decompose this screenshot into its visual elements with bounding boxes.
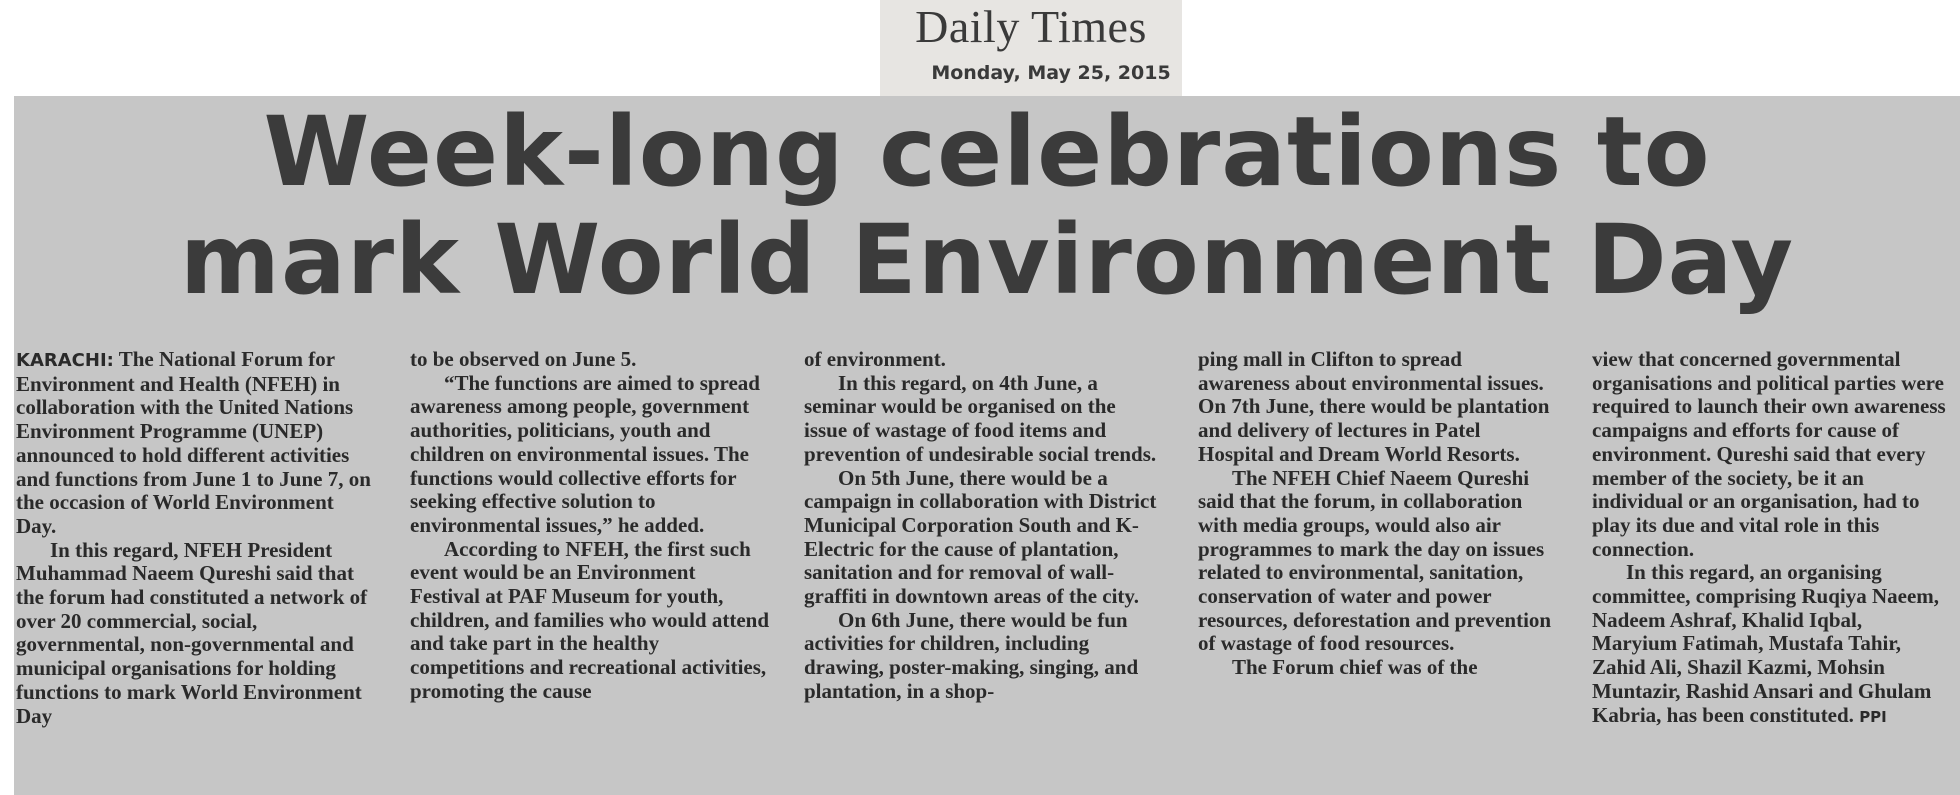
article-body: [14, 348, 1960, 793]
paragraph: of environment.: [804, 347, 946, 371]
article-column-5: [1592, 348, 1952, 729]
article-column-2: [410, 348, 770, 704]
paragraph: On 6th June, there would be fun activities for children, including drawing, poster-making, singing, and plantation, in a shop-: [804, 607, 1139, 703]
paragraph: In this regard, NFEH President Muhammad Naeem Qureshi said that the forum had constituted a network of over 20 commercial, social, governmental, non-governmental and municipal organisations for holding functions to mark World Environment Day: [16, 537, 368, 728]
article-column-3: [804, 348, 1164, 704]
paragraph: The Forum chief was of the: [1232, 655, 1478, 680]
paragraph: The NFEH Chief Naeem Qureshi said that the forum, in collaboration with media groups, would also air programmes to mark the day on issues related to environmental, sanitation, conservation of water and power resources, deforestation and prevention of wastage of food resources.: [1198, 465, 1552, 656]
headline-line-1: Week-long celebrations to: [263, 96, 1711, 208]
newspaper-name: Daily Times: [915, 1, 1147, 52]
masthead: [880, 0, 1182, 96]
paragraph: According to NFEH, the first such event would be an Environment Festival at PAF Museum for youth, children, and families who would attend and take part in the healthy competitions and recreational activities, promoting the cause: [410, 536, 769, 703]
dateline: KARACHI:: [16, 350, 114, 371]
paragraph: “The functions are aimed to spread awareness among people, government authorities, politicians, youth and children on environmental issues. The functions would collective efforts for seeking effective solution to environmental issues,” he added.: [410, 370, 760, 537]
paragraph: to be observed on June 5.: [410, 347, 637, 371]
paragraph-text: The National Forum for Environment and Health (NFEH) in collaboration with the United Nations Environment Programme (UNEP) announced to hold different activities and functions from June 1 to June 7, on the occasion of World Environment Day.: [16, 347, 371, 538]
paragraph: ping mall in Clifton to spread awareness about environmental issues. On 7th June, there would be plantation and delivery of lectures in Patel Hospital and Dream World Resorts.: [1198, 347, 1550, 466]
publication-date: Monday, May 25, 2015: [931, 62, 1171, 84]
article-column-1: [16, 348, 376, 728]
lead-paragraph: [16, 348, 376, 539]
closing-paragraph: [1592, 561, 1952, 729]
headline-line-2: mark World Environment Day: [179, 204, 1795, 316]
paragraph: In this regard, on 4th June, a seminar would be organised on the issue of wastage of food items and prevention of undesirable social trends.: [804, 370, 1157, 466]
paragraph-text: In this regard, an organising committee, comprising Ruqiya Naeem, Nadeem Ashraf, Khalid Iqbal, Maryium Fatimah, Mustafa Tahir, Zahid Ali, Shazil Kazmi, Mohsin Muntazir, Rashid Ansari and Ghulam Kabria, has been constituted.: [1592, 560, 1940, 727]
paragraph: On 5th June, there would be a campaign in collaboration with District Municipal Corporation South and K-Electric for the cause of plantation, sanitation and for removal of wall-graffiti in downtown areas of the city.: [804, 465, 1157, 609]
paragraph: view that concerned governmental organisations and political parties were required to launch their own awareness campaigns and efforts for cause of environment. Qureshi said that every member of the society, be it an individual or an organisation, had to play its due and vital role in this connection.: [1592, 347, 1946, 561]
news-agency-credit: PPI: [1859, 707, 1887, 726]
article-column-4: [1198, 348, 1558, 680]
newspaper-clipping: [14, 96, 1960, 795]
article-headline: [14, 98, 1960, 314]
